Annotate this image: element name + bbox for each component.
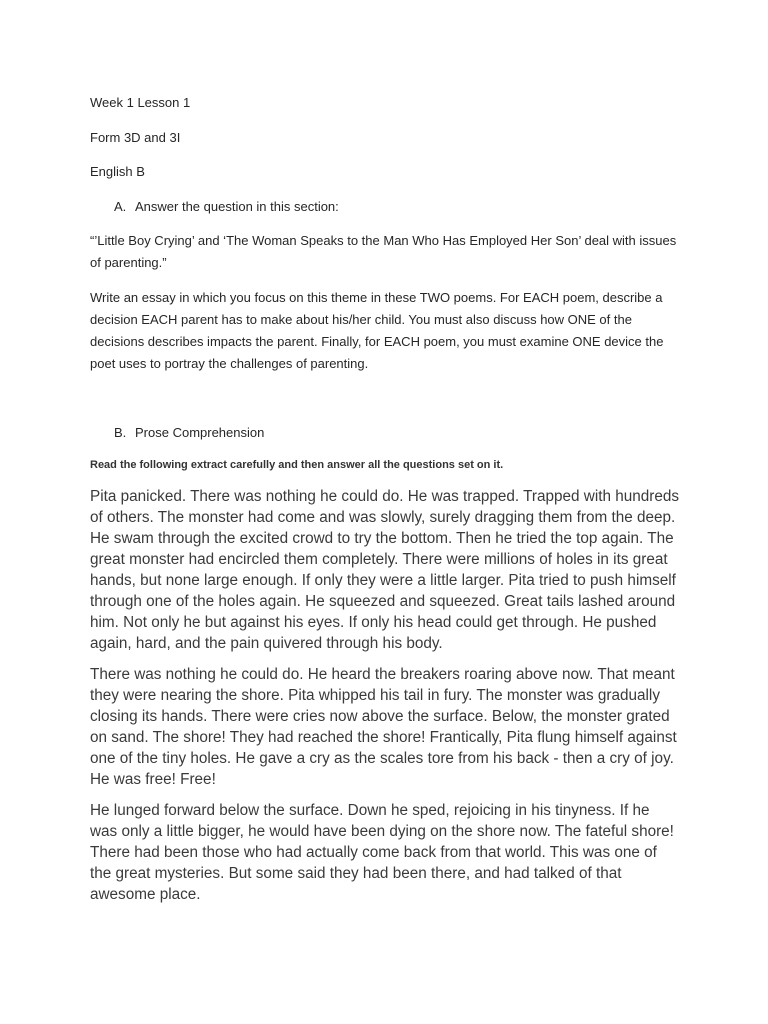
section-a-heading <box>114 196 339 218</box>
section-a-marker: A. <box>114 199 127 214</box>
prose-extract <box>90 486 680 915</box>
section-a-title: Answer the question in this section: <box>135 199 339 214</box>
section-b-title: Prose Comprehension <box>135 425 265 440</box>
prose-paragraph: He lunged forward below the surface. Down he sped, rejoicing in his tinyness. If he was only a little bigger, he would have been dying on the shore now. The fateful shore! There had been those who had actually come back from that world. This was one of the great mysteries. But some said they had been there, and had talked of that awesome place. <box>90 802 674 903</box>
section-a-quote: “’Little Boy Crying’ and ‘The Woman Speaks to the Man Who Has Employed Her Son’ deal with issues of parenting.” <box>90 233 677 270</box>
lesson-heading: Week 1 Lesson 1 <box>90 95 191 110</box>
reading-instruction: Read the following extract carefully and then answer all the questions set on it. <box>90 459 504 471</box>
prose-paragraph: There was nothing he could do. He heard the breakers roaring above now. That meant they were nearing the shore. Pita whipped his tail in fury. The monster was gradually closing its hands. There were cries now above the surface. Below, the monster grated on sand. The shore! They had reached the shore! Frantically, Pita flung himself against one of the tiny holes. He gave a cry as the scales tore from his back - then a cry of joy. He was free! Free! <box>90 666 677 788</box>
prose-paragraph: Pita panicked. There was nothing he could do. He was trapped. Trapped with hundreds of others. The monster had come and was slowly, surely dragging them from the deep. He swam through the excited crowd to try the bottom. Then he tried the top again. The great monster had encircled them completely. There were millions of holes in its great hands, but none large enough. If only they were a little larger. Pita tried to push himself through one of the holes again. He squeezed and squeezed. Great tails lashed around him. Not only he but against his eyes. If only his head could get through. He pushed again, hard, and the pain quivered through his body. <box>90 488 680 652</box>
section-b-heading <box>114 422 264 444</box>
form-heading: Form 3D and 3I <box>90 130 181 145</box>
section-b-marker: B. <box>114 425 127 440</box>
subject-heading: English B <box>90 164 145 179</box>
section-a-task: Write an essay in which you focus on this theme in these TWO poems. For EACH poem, describe a decision EACH parent has to make about his/her child. You must also discuss how ONE of the decisions describes impacts the parent. Finally, for EACH poem, you must examine ONE device the poet uses to portray the challenges of parenting. <box>90 290 664 371</box>
